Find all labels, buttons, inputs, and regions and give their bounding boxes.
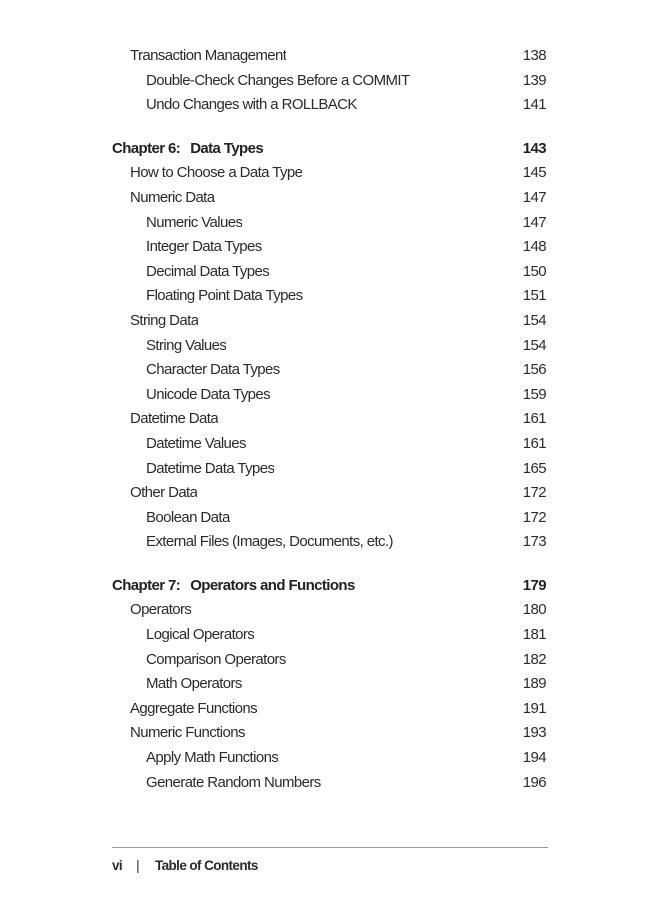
toc-entry-page: 161 — [522, 434, 546, 452]
toc-entry[interactable] — [112, 407, 546, 432]
toc-entry-title: Integer Data Types — [146, 238, 262, 256]
toc-entry-title: Datetime Data Types — [146, 459, 275, 477]
footer-page-number: vi — [112, 858, 123, 873]
toc-entry-title: Unicode Data Types — [146, 385, 271, 403]
toc-entry[interactable] — [112, 334, 546, 359]
toc-entry[interactable] — [112, 284, 546, 309]
toc-entry-title: Double-Check Changes Before a COMMIT — [146, 71, 410, 89]
toc-entry[interactable] — [112, 432, 546, 457]
toc-entry[interactable] — [112, 383, 546, 408]
toc-entry-title: Floating Point Data Types — [146, 287, 303, 305]
toc-entry-page: 145 — [522, 164, 546, 182]
toc-entry-page: 194 — [522, 749, 546, 767]
toc-entry-title: Transaction Management — [130, 47, 287, 64]
toc-entry[interactable] — [112, 598, 546, 623]
chapter-title — [112, 574, 355, 599]
chapter-title — [112, 137, 263, 162]
toc-entry-page: 138 — [522, 47, 546, 64]
toc-entry-page: 154 — [522, 336, 546, 354]
toc-entry-title: How to Choose a Data Type — [130, 164, 303, 182]
toc-entry[interactable] — [112, 457, 546, 482]
toc-entry[interactable] — [112, 235, 546, 260]
chapter-heading-7[interactable] — [112, 574, 546, 599]
toc-entry-title: Character Data Types — [146, 361, 280, 379]
toc-entry-page: 180 — [522, 601, 546, 619]
toc-entry-title: Comparison Operators — [146, 650, 286, 668]
toc-entry-page: 147 — [522, 188, 546, 206]
toc-entry-page: 181 — [522, 626, 546, 644]
toc-entry[interactable] — [112, 530, 546, 555]
toc-entry[interactable] — [112, 672, 546, 697]
toc-entry-page: 139 — [522, 71, 546, 89]
toc-entry[interactable] — [112, 721, 546, 746]
toc-entry-title: Numeric Values — [146, 213, 243, 231]
footer-label: Table of Contents — [154, 858, 258, 873]
toc-entry-page: 173 — [522, 533, 546, 551]
toc-entry-page: 156 — [522, 361, 546, 379]
toc-entry-page: 172 — [522, 484, 546, 502]
toc-entry-title: External Files (Images, Documents, etc.) — [146, 533, 393, 551]
toc-entry-title: Aggregate Functions — [130, 699, 258, 717]
toc-entry-page: 141 — [522, 96, 546, 114]
toc-entry-title: Generate Random Numbers — [146, 773, 321, 791]
toc-entry-page: 193 — [522, 724, 546, 742]
toc-entry-page: 151 — [522, 287, 546, 305]
toc-entry-page: 154 — [522, 311, 546, 329]
toc-entry-title: Apply Math Functions — [146, 749, 279, 767]
toc-entry-title: Numeric Data — [130, 188, 215, 206]
toc-entry-title: String Values — [146, 336, 227, 354]
chapter-number: Chapter 7: — [112, 576, 181, 594]
toc-entry-title: Math Operators — [146, 675, 242, 693]
toc-entry-title: Other Data — [130, 484, 198, 502]
chapter-7-entries — [112, 598, 546, 795]
toc-entry[interactable] — [112, 481, 546, 506]
toc-entry-page: 172 — [522, 508, 546, 526]
toc-entry[interactable] — [112, 211, 546, 236]
toc-entry-title: String Data — [130, 311, 199, 329]
table-of-contents — [112, 44, 546, 795]
toc-entry[interactable] — [112, 69, 546, 94]
toc-entry[interactable] — [112, 186, 546, 211]
footer-separator: | — [136, 858, 139, 873]
toc-entry[interactable] — [112, 93, 546, 118]
toc-entry-page: 150 — [522, 262, 546, 280]
toc-entry-page: 159 — [522, 385, 546, 403]
toc-entry-title: Operators — [130, 601, 192, 619]
toc-entry[interactable] — [112, 358, 546, 383]
toc-entry-page: 161 — [522, 410, 546, 428]
toc-entry[interactable] — [112, 260, 546, 285]
toc-entry-page: 182 — [522, 650, 546, 668]
toc-entry-title: Boolean Data — [146, 508, 230, 526]
chapter-name: Data Types — [190, 139, 264, 157]
toc-entry-title: Datetime Data — [130, 410, 219, 428]
toc-section-continued — [112, 44, 546, 118]
toc-entry[interactable] — [112, 506, 546, 531]
toc-entry-page: 147 — [522, 213, 546, 231]
toc-entry-page: 189 — [522, 675, 546, 693]
page-footer — [112, 858, 258, 873]
footer-divider — [112, 847, 548, 848]
toc-entry[interactable] — [112, 746, 546, 771]
toc-entry[interactable] — [112, 161, 546, 186]
toc-entry-page: 165 — [522, 459, 546, 477]
toc-entry-page: 191 — [522, 699, 546, 717]
chapter-page-number: 179 — [522, 576, 546, 594]
toc-entry[interactable] — [112, 648, 546, 673]
toc-entry[interactable] — [112, 44, 546, 69]
chapter-name: Operators and Functions — [190, 576, 355, 594]
toc-entry-title: Logical Operators — [146, 626, 255, 644]
chapter-heading-6[interactable] — [112, 137, 546, 162]
toc-entry[interactable] — [112, 309, 546, 334]
toc-entry[interactable] — [112, 623, 546, 648]
chapter-page-number: 143 — [522, 139, 546, 157]
toc-entry-title: Numeric Functions — [130, 724, 245, 742]
toc-entry[interactable] — [112, 771, 546, 796]
toc-entry-title: Undo Changes with a ROLLBACK — [146, 96, 357, 114]
toc-entry-page: 196 — [522, 773, 546, 791]
toc-entry[interactable] — [112, 697, 546, 722]
chapter-6-entries — [112, 161, 546, 555]
toc-entry-title: Decimal Data Types — [146, 262, 270, 280]
chapter-number: Chapter 6: — [112, 139, 181, 157]
toc-entry-page: 148 — [522, 238, 546, 256]
toc-entry-title: Datetime Values — [146, 434, 246, 452]
